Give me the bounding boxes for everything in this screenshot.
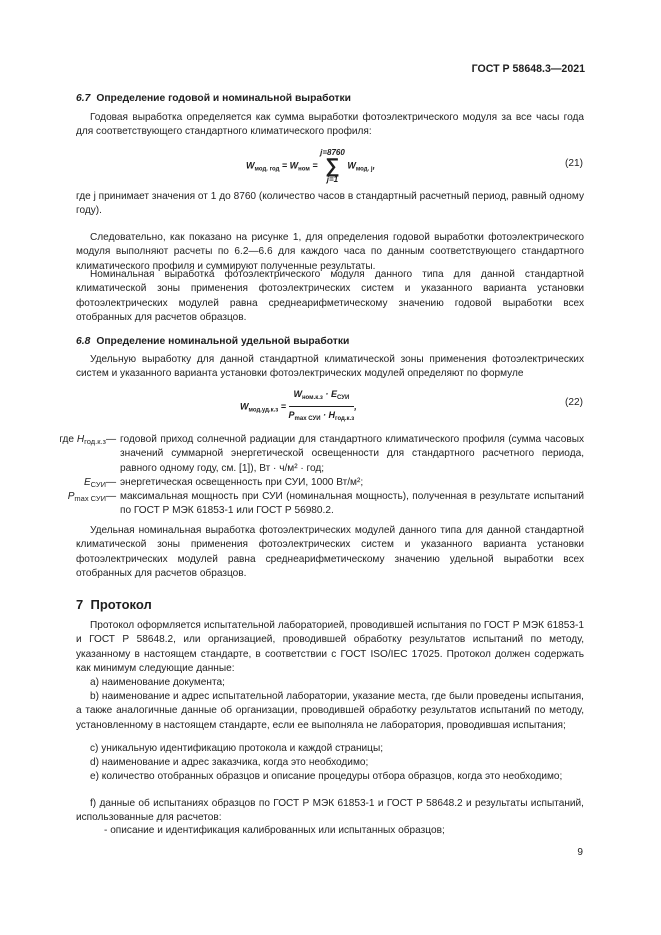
fraction: $\frac{W_{ном.к.з} \cdot E_{СУИ}}{P_{max СУИ} \cdot H_{год.к.з}}$ (288, 389, 355, 423)
section-number: 7 (76, 597, 84, 612)
section-title: Определение номинальной удельной выработки (96, 336, 350, 347)
section-title: Протокол (90, 597, 152, 612)
section-6-7-heading (76, 92, 351, 106)
paragraph: Удельная номинальная выработка фотоэлектрических модулей данного типа для данной стандартной климатической зоны применения фотоэлектрических систем и указанного варианта установки фотоэлектрических модулей равна среднеарифметическому значению удельной выработки всех отобранных для расчетов образцов. (76, 525, 584, 580)
sub-list-item: - описание и идентификация калиброванных или испытанных образцов; (104, 825, 445, 836)
section-7-heading (76, 598, 152, 612)
paragraph: Протокол оформляется испытательной лабораторией, проводившей испытания по ГОСТ Р МЭК 61853-1 и ГОСТ Р 58648.2, или организацией, проводившей обработку результатов испытаний по методу, указанному в настоящем стандарте, в соответствии с ГОСТ ISO/IEC 17025. Протокол должен содержать как минимум следующие данные: (76, 620, 584, 675)
list-item: e) количество отобранных образцов и описание процедуры отбора образцов, когда это необходимо; (90, 771, 563, 782)
section-number: 6.7 (76, 93, 91, 104)
paragraph: где j принимает значения от 1 до 8760 (количество часов в стандартный расчетный период, равный одному году). (76, 191, 584, 217)
page-number: 9 (577, 847, 583, 858)
paragraph: Следовательно, как показано на рисунке 1, для определения годовой выработки фотоэлектрического модуля выполняют расчеты по 6.2—6.6 для каждого часа по данным соответствующего стандартного климатического профиля и суммируют полученные результаты. (76, 232, 584, 272)
section-6-8-heading (76, 335, 349, 349)
equation-number: (21) (565, 158, 583, 169)
section-title: Определение годовой и номинальной выработки (96, 93, 351, 104)
sum-symbol: j=8760 ∑ j=1 (320, 148, 345, 184)
document-page: ГОСТ Р 58648.3—2021 6.7 Определение годовой и номинальной выработки Годовая выработка определяется как сумма выработки фотоэлектрического модуля за все часы года для соответствующего стандартного климатического профиля: $W_{мод. год} = W_{ном}$ = j=8760 ∑ j=1 $W_{мод. j}$, (21) где j принимает значения от 1 до 8760 (количество часов в стандартный расчетный период, равный одному году). Следовательно, как показано на рисунке 1, для определения годовой выработки фотоэлектрического модуля выполняют расчеты по 6.2—6.6 для каждого часа по данным соответствующего стандартного климатического профиля и суммируют полученные результаты. Номинальная выработка фотоэлектрического модуля данного типа для данной стандартной климатической зоны применения фотоэлектрических систем и указанного варианта установки фотоэлектрических модулей равна среднеарифметическому значению годовой выработки всех отобранных для расчетов образцов. 6.8 Определение номинальной удельной выработки Удельную выработку для данной стандартной климатической зоны применения фотоэлектрических систем и указанного варианта установки фотоэлектрических модулей определяют по формуле $W_{мод.уд.к.з}$ = $\frac{W_{ном.к.з} \cdot E_{СУИ}}{P_{max СУИ} \cdot H_{год.к.з}}$ , (22) где $H_{год.к.з}$ — годовой приход солнечной радиации для стандартного климатического профиля (сумма часовых значений суммарной энергетической освещенности для стандартного расчетного периода, равного одному году, см. [1]), Вт · ч/м² · год; $E_{СУИ}$ — энергетическая освещенность при СУИ, 1000 Вт/м²; $P_{max СУИ}$ — максимальная мощность при СУИ (номинальная мощность), полученная в результате испытаний по ГОСТ Р МЭК 61853-1 или ГОСТ Р 56980.2. Удельная номинальная выработка фотоэлектрических модулей данного типа для данной стандартной климатической зоны применения фотоэлектрических систем и указанного варианта установки фотоэлектрических модулей равна среднеарифметическому значению удельной выработки всех отобранных для расчетов образцов. 7 Протокол Протокол оформляется испытательной лабораторией, проводившей испытания по ГОСТ Р МЭК 61853-1 и ГОСТ Р 58648.2, или организацией, проводившей обработку результатов испытаний по методу, указанному в настоящем стандарте, в соответствии с ГОСТ ISO/IEC 17025. Протокол должен содержать как минимум следующие данные: a) наименование документа; b) наименование и адрес испытательной лаборатории, указание места, где были проведены испытания, а также аналогичные данные об организации, проводившей обработку результатов испытаний по методу, установленному в настоящем стандарте, если ее выполняла не лаборатория, проводившая испытания; c) уникальную идентификацию протокола и каждой страницы; d) наименование и адрес заказчика, когда это необходимо; e) количество отобранных образцов и описание процедуры отбора образцов, когда это необходимо; f) данные об испытаниях образцов по ГОСТ Р МЭК 61853-1 и ГОСТ Р 58648.2 и результаты испытаний, использованные для расчетов: - описание и идентификация калиброванных или испытанных образцов; 9 (0, 0, 661, 935)
formula-21: $W_{мод. год} = W_{ном}$ = j=8760 ∑ j=1 $W_{мод. j}$, (246, 148, 376, 184)
paragraph: Удельную выработку для данной стандартной климатической зоны применения фотоэлектрических систем и указанного варианта установки фотоэлектрических модулей определяют по формуле (76, 354, 584, 380)
document-code: ГОСТ Р 58648.3—2021 (471, 63, 585, 75)
paragraph: Номинальная выработка фотоэлектрического модуля данного типа для данной стандартной климатической зоны применения фотоэлектрических систем и указанного варианта установки фотоэлектрических модулей равна среднеарифметическому значению годовой выработки всех отобранных для расчетов образцов. (76, 269, 584, 324)
formula-22: $W_{мод.уд.к.з}$ = $\frac{W_{ном.к.з} \cdot E_{СУИ}}{P_{max СУИ} \cdot H_{год.к.з}}$ , (240, 387, 357, 427)
list-item: f) данные об испытаниях образцов по ГОСТ Р МЭК 61853-1 и ГОСТ Р 58648.2 и результаты испытаний, использованные для расчетов: (76, 798, 584, 824)
paragraph: Годовая выработка определяется как сумма выработки фотоэлектрического модуля за все часы года для соответствующего стандартного климатического профиля: (76, 112, 584, 138)
list-item: c) уникальную идентификацию протокола и каждой страницы; (90, 743, 384, 754)
equation-number: (22) (565, 397, 583, 408)
list-item: b) наименование и адрес испытательной лаборатории, указание места, где были проведены испытания, а также аналогичные данные об организации, проводившей обработку результатов испытаний по методу, установленному в настоящем стандарте, если ее выполняла не лаборатория, проводившая испытания; (76, 691, 584, 731)
list-item: d) наименование и адрес заказчика, когда это необходимо; (90, 757, 369, 768)
list-item: a) наименование документа; (90, 677, 225, 688)
section-number: 6.8 (76, 336, 91, 347)
